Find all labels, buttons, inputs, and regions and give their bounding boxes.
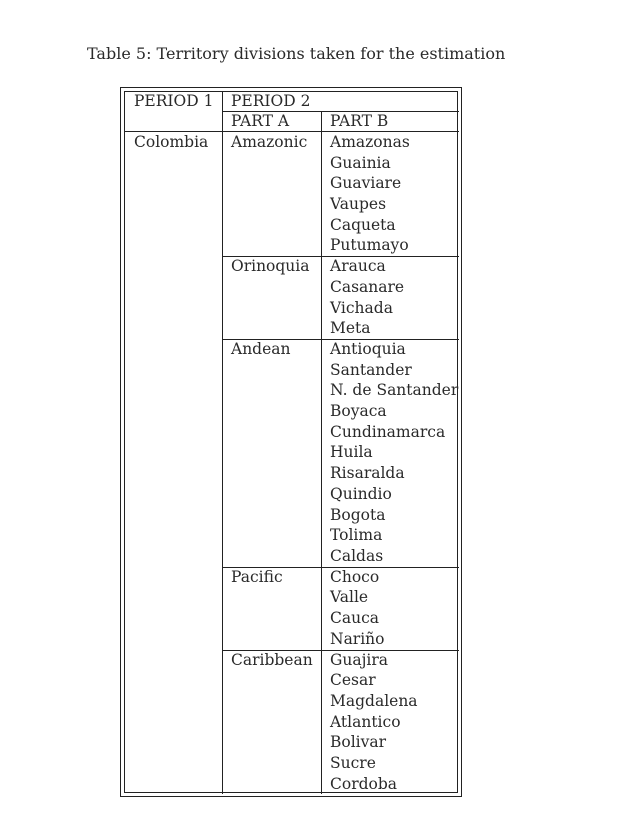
department-list: [330, 256, 404, 339]
department-item: Magdalena: [330, 691, 418, 710]
department-item: Guainia: [330, 153, 391, 172]
region-cell: Orinoquia: [231, 257, 310, 276]
department-item: Cundinamarca: [330, 422, 446, 441]
header-period1: PERIOD 1: [134, 92, 214, 110]
country-cell: Colombia: [134, 133, 209, 151]
header-part-b: PART B: [330, 112, 389, 130]
department-item: Choco: [330, 567, 380, 586]
department-item: Amazonas: [330, 133, 410, 151]
department-list: [330, 339, 458, 567]
region-cell: Amazonic: [231, 133, 308, 151]
department-item: Arauca: [330, 257, 386, 276]
department-item: Cesar: [330, 671, 376, 690]
department-list: [330, 132, 410, 256]
department-item: Putumayo: [330, 236, 409, 255]
department-item: Huila: [330, 443, 373, 462]
department-item: Valle: [330, 588, 369, 607]
department-list: [330, 650, 418, 795]
department-item: Santander: [330, 360, 412, 379]
department-item: Antioquia: [330, 340, 406, 358]
department-item: Sucre: [330, 753, 376, 772]
department-item: Vaupes: [330, 195, 387, 214]
header-period2: PERIOD 2: [231, 92, 311, 110]
department-item: Casanare: [330, 277, 405, 296]
department-item: Quindio: [330, 484, 392, 503]
region-cell: Andean: [231, 340, 291, 358]
department-item: Guaviare: [330, 174, 402, 193]
department-item: N. de Santander: [330, 381, 459, 400]
department-item: Atlantico: [330, 712, 401, 731]
department-item: Vichada: [330, 298, 393, 317]
department-item: Tolima: [330, 526, 383, 545]
department-item: Bolivar: [330, 733, 387, 752]
department-item: Meta: [330, 319, 371, 338]
department-item: Cordoba: [330, 774, 398, 793]
department-item: Nariño: [330, 629, 385, 648]
header-part-a: PART A: [231, 112, 290, 130]
department-item: Risaralda: [330, 464, 405, 483]
department-item: Caldas: [330, 546, 384, 565]
department-item: Caqueta: [330, 215, 396, 234]
table-grid: [124, 91, 458, 793]
column-divider: [321, 111, 322, 794]
department-item: Boyaca: [330, 402, 387, 421]
department-item: Cauca: [330, 609, 380, 628]
department-list: [330, 567, 385, 650]
region-cell: Pacific: [231, 567, 283, 586]
territory-table: [120, 87, 462, 797]
region-cell: Caribbean: [231, 650, 313, 669]
column-divider: [222, 92, 223, 794]
table-caption: Table 5: Territory divisions taken for the estimation: [87, 44, 506, 63]
department-item: Bogota: [330, 505, 386, 524]
department-item: Guajira: [330, 650, 389, 669]
